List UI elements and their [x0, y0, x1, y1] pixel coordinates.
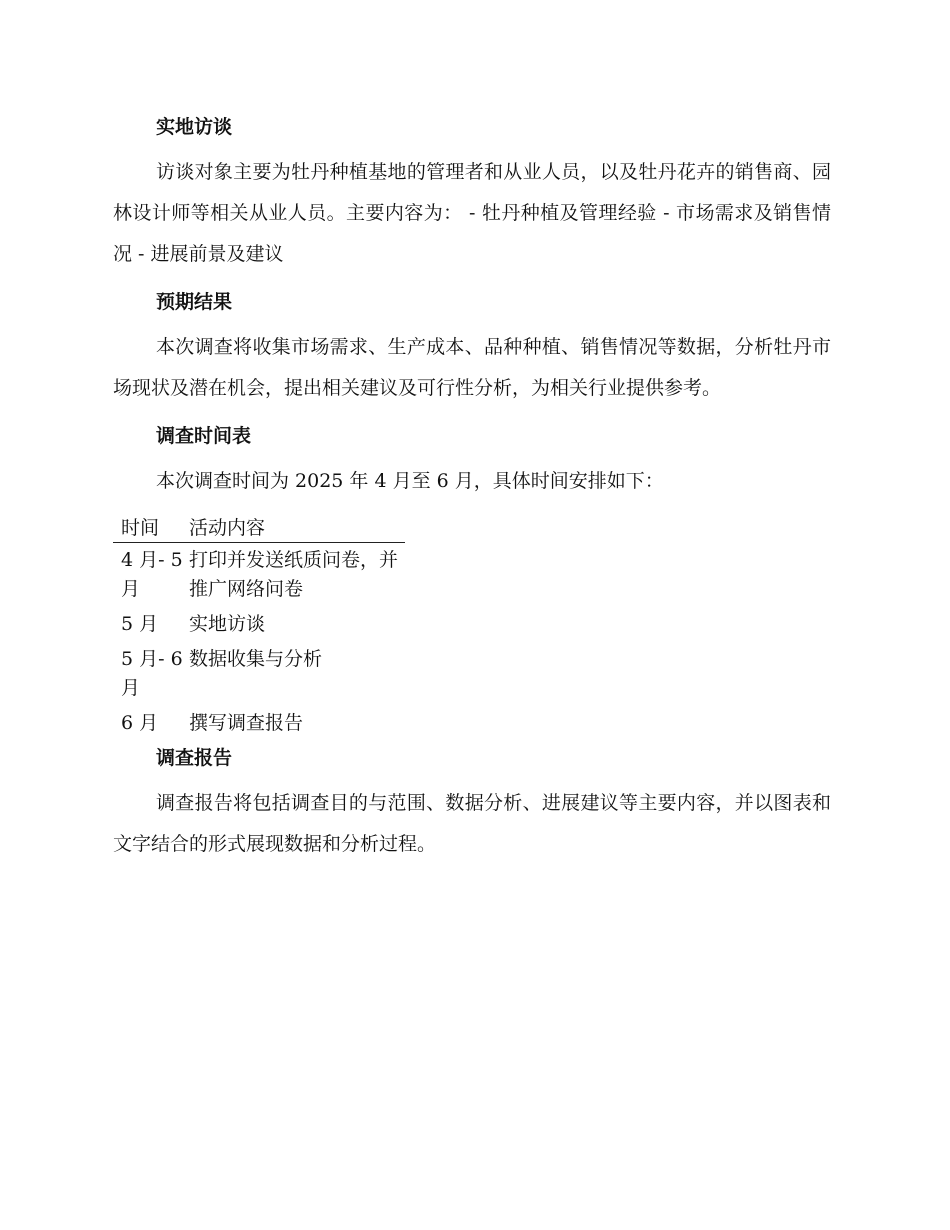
section-heading-interview: 实地访谈 — [156, 116, 233, 138]
document-content — [113, 110, 831, 875]
table-row — [113, 543, 405, 608]
section-heading-schedule: 调查时间表 — [156, 425, 252, 447]
schedule-table — [113, 512, 405, 741]
table-row — [113, 607, 405, 642]
table-header-time: 时间 — [113, 512, 189, 543]
table-cell-activity: 打印并发送纸质问卷，并推广网络问卷 — [189, 549, 399, 600]
table-row — [113, 642, 405, 706]
section-body-report: 调查报告将包括调查目的与范围、数据分析、进展建议等主要内容，并以图表和文字结合的形式展现数据和分析过程。 — [113, 792, 831, 855]
section-heading-expected: 预期结果 — [156, 291, 233, 313]
table-cell-activity: 撰写调查报告 — [189, 712, 304, 734]
section-body-interview: 访谈对象主要为牡丹种植基地的管理者和从业人员，以及牡丹花卉的销售商、园林设计师等相关从业人员。主要内容为： - 牡丹种植及管理经验 - 市场需求及销售情况 - 进展前景及建议 — [113, 161, 831, 265]
schedule-table-wrapper — [113, 512, 831, 741]
table-cell-activity: 实地访谈 — [189, 613, 266, 635]
table-cell-time: 6 月 — [121, 712, 159, 734]
table-row — [113, 706, 405, 741]
table-header-row — [113, 512, 405, 543]
table-header-activity: 活动内容 — [189, 512, 405, 543]
table-cell-activity: 数据收集与分析 — [189, 648, 323, 670]
table-cell-time: 5 月- 6 月 — [121, 648, 183, 699]
section-heading-report: 调查报告 — [156, 747, 233, 769]
section-body-expected: 本次调查将收集市场需求、生产成本、品种种植、销售情况等数据，分析牡丹市场现状及潜在机会，提出相关建议及可行性分析，为相关行业提供参考。 — [113, 336, 831, 399]
table-cell-time: 4 月- 5 月 — [121, 549, 183, 600]
section-body-schedule: 本次调查时间为 2025 年 4 月至 6 月，具体时间安排如下： — [156, 470, 664, 492]
table-cell-time: 5 月 — [121, 613, 159, 635]
